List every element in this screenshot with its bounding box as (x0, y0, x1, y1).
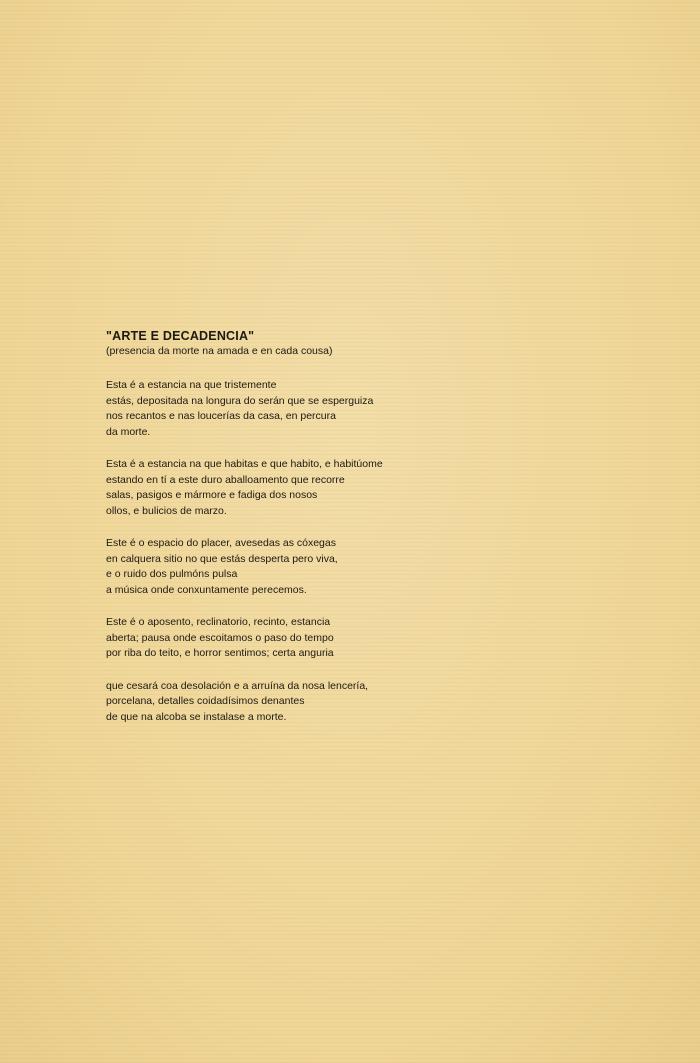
poem-line: Esta é a estancia na que tristemente (106, 379, 277, 391)
poem-line: salas, pasigos e mármore e fadiga dos nosos (106, 489, 318, 501)
stanza-4 (106, 615, 546, 662)
poem-line: ollos, e bulicios de marzo. (106, 504, 227, 517)
poem (106, 328, 546, 742)
poem-line: Este é o espacio do placer, avesedas as cóxegas (106, 537, 336, 549)
poem-line: de que na alcoba se instalase a morte. (106, 710, 287, 723)
stanza-5 (106, 679, 546, 726)
poem-line: Esta é a estancia na que habitas e que habito, e habitúome (106, 458, 383, 470)
stanza-1 (106, 378, 546, 440)
poem-line: da morte. (106, 425, 151, 438)
poem-line: estando en tí a este duro aballoamento que recorre (106, 473, 345, 486)
stanza-3 (106, 536, 546, 598)
poem-line: porcelana, detalles coidadísimos denantes (106, 695, 305, 707)
stanza-2 (106, 457, 546, 519)
poem-line: aberta; pausa onde escoitamos o paso do tempo (106, 631, 334, 644)
poem-line: en calquera sitio no que estás desperta pero viva, (106, 552, 338, 565)
poem-line: estás, depositada na longura do serán que se esperguiza (106, 394, 374, 407)
poem-line: Este é o aposento, reclinatorio, recinto, estancia (106, 616, 331, 628)
poem-line: por riba do teito, e horror sentimos; certa anguria (106, 647, 334, 659)
poem-line: que cesará coa desolación e a arruína da nosa lencería, (106, 679, 369, 692)
poem-line: a música onde conxuntamente perecemos. (106, 583, 307, 596)
poem-line: nos recantos e nas loucerías da casa, en percura (106, 410, 336, 422)
poem-line: e o ruido dos pulmóns pulsa (106, 568, 238, 580)
poem-title: "ARTE E DECADENCIA" (106, 329, 255, 343)
poem-subtitle: (presencia da morte na amada e en cada cousa) (106, 345, 333, 357)
